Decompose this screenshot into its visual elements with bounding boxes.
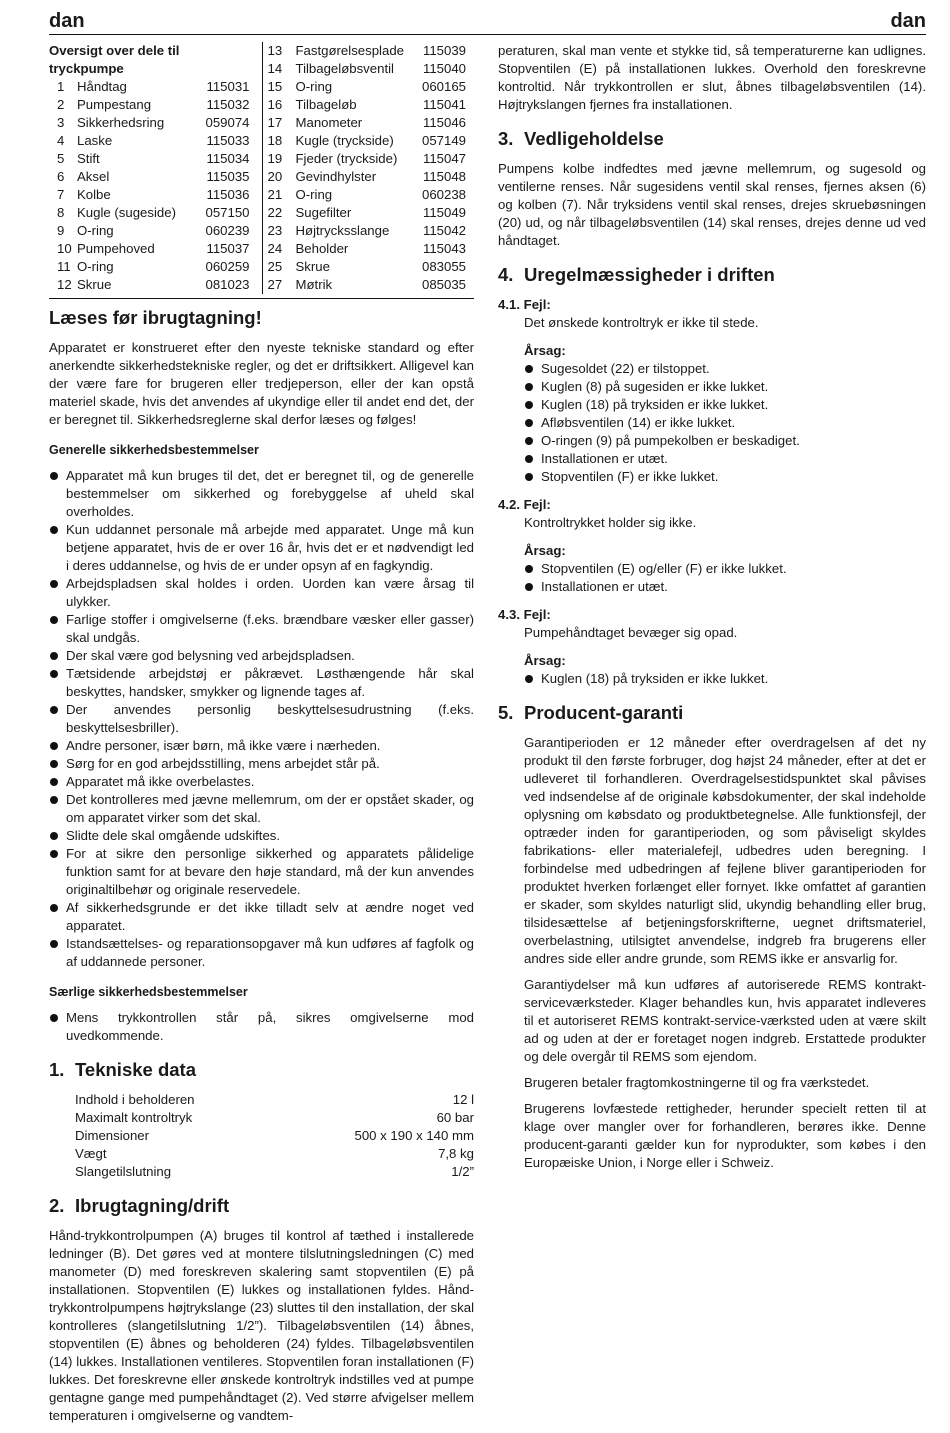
tech-row	[75, 1091, 474, 1109]
parts-row	[268, 186, 475, 204]
safety-rule: Kun uddannet personale må arbejde med apparatet. Unge må kun betjene apparatet, hvis de er over 16 år, hvis det er et nødvendigt led i deres uddannelse, og hvis de er under opsyn af en fagkyndig.	[49, 521, 474, 575]
section-title: Uregelmæssigheder i driften	[524, 264, 775, 285]
cause-item: Installationen er utæt.	[524, 578, 926, 596]
part-code: 085035	[421, 277, 466, 292]
tech-value: 12 l	[452, 1092, 474, 1107]
part-number: 24	[267, 241, 283, 256]
cause-item: O-ringen (9) på pumpekolben er beskadiget.	[524, 432, 926, 450]
fault-item	[498, 606, 926, 688]
tech-value: 500 x 190 x 140 mm	[354, 1128, 474, 1143]
part-number: 16	[267, 97, 283, 112]
cause-item: Stopventilen (F) er ikke lukket.	[524, 468, 926, 486]
part-code: 115042	[422, 223, 466, 238]
part-code: 115032	[206, 97, 250, 112]
parts-row	[268, 168, 475, 186]
parts-row	[49, 240, 256, 258]
operation-text-continued: peraturen, skal man vente et stykke tid, så temperaturerne kan udlignes. Stopventilen (E) på installationen lukkes. Overhold den foreskrevne kontroltid. Når trykkontrollen er slut, åbnes tilbageløbsventilen (14). Højtrykslangen fjernes fra installationen.	[498, 43, 926, 112]
language-code-right: dan	[890, 10, 926, 32]
intro-text: Apparatet er konstrueret efter den nyeste tekniske standard og efter anerkendte sikkerhedstekniske regler, og det er driftsikkert. Alligevel kan der være fare for brugeren eller tredjeperson, eller der kan opstå materiel skade, hvis det anvendes af ukyndige eller til andet end det, der er beregnet til. Sikkerhedsreglerne skal derfor læses og følges!	[49, 340, 474, 427]
guarantee-text	[498, 734, 926, 1172]
safety-rule: Det kontrolleres med jævne mellemrum, om der er opstået skader, og om apparatet virker som det skal.	[49, 791, 474, 827]
safety-rule: Istandsættelses- og reparationsopgaver må kun udføres af fagfolk og af uddannede personer.	[49, 935, 474, 971]
parts-row	[268, 222, 475, 240]
part-number: 5	[57, 151, 65, 166]
fault-description: Det ønskede kontroltryk er ikke til stede.	[524, 315, 759, 330]
tech-label: Maximalt kontroltryk	[75, 1110, 193, 1125]
safety-rule: For at sikre den personlige sikkerhed og apparatets pålidelige funktion samt for at bevare den høje standard, må der kun anvendes originaltilbehør og originale reservedele.	[49, 845, 474, 899]
part-name: Manometer	[295, 115, 363, 130]
part-code: 057150	[205, 205, 250, 220]
operation-heading	[49, 1195, 474, 1217]
part-name: Fastgørelsesplade	[295, 43, 404, 58]
parts-row	[268, 114, 475, 132]
part-code: 115033	[206, 133, 250, 148]
part-name: Kolbe	[77, 187, 111, 202]
part-name: Gevindhylster	[295, 169, 377, 184]
safety-rule: Der anvendes personlig beskyttelsesudrustning (f.eks. beskyttelsesbriller).	[49, 701, 474, 737]
part-name: Skrue	[77, 277, 112, 292]
part-number: 22	[267, 205, 283, 220]
maintenance-text: Pumpens kolbe indfedtes med jævne mellemrum, og sugesold og ventilerne renses. Når sugesidens ventil skal renses, fjernes aksen (6) og kolben (7). Når tryksidens ventil skal renses, drejes skruebøsningen (20) ud, og når tilbageløbsventilen (14) skal renses, drejes denne ud ved håndtaget.	[498, 161, 926, 248]
cause-list	[524, 560, 926, 596]
fault-body	[524, 514, 926, 596]
part-number: 23	[267, 223, 283, 238]
parts-row	[268, 132, 475, 150]
safety-rule: Tætsidende arbejdstøj er påkrævet. Løsthængende hår skal beskyttes, handsker, smykker og lignende tages af.	[49, 665, 474, 701]
cause-item: Stopventilen (E) og/eller (F) er ikke lukket.	[524, 560, 926, 578]
fault-label: 4.1. Fejl:	[498, 297, 551, 312]
part-name: Pumpehoved	[77, 241, 155, 256]
part-name: Pumpestang	[77, 97, 152, 112]
faults-heading	[498, 264, 926, 286]
parts-row	[49, 204, 256, 222]
part-name: Sugefilter	[295, 205, 352, 220]
parts-row	[49, 276, 256, 294]
part-code: 057149	[421, 133, 466, 148]
safety-rule: Apparatet må ikke overbelastes.	[49, 773, 474, 791]
part-code: 115047	[422, 151, 466, 166]
safety-rule: Apparatet må kun bruges til det, det er beregnet til, og de generelle bestemmelser om sikkerhed og forebyggelse af uheld skal overholdes.	[49, 467, 474, 521]
tech-heading	[49, 1059, 474, 1081]
part-number: 19	[267, 151, 283, 166]
part-number: 17	[267, 115, 283, 130]
parts-row	[49, 96, 256, 114]
fault-item	[498, 296, 926, 486]
tech-value: 1/2”	[451, 1164, 474, 1179]
page-header	[49, 8, 926, 35]
intro-heading: Læses før ibrugtagning!	[49, 307, 262, 328]
part-number: 7	[57, 187, 65, 202]
part-code: 060165	[421, 79, 466, 94]
cause-label: Årsag:	[524, 653, 566, 668]
guarantee-heading	[498, 702, 926, 724]
part-number: 12	[57, 277, 72, 292]
part-name: O-ring	[77, 259, 114, 274]
tech-label: Slangetilslutning	[75, 1164, 172, 1179]
part-number: 10	[57, 241, 72, 256]
guarantee-paragraph: Garantiperioden er 12 måneder efter overdragelsen af det ny produkt til den første forbruger, dog højst 24 måneder, efter at det er udleveret til forhandleren. Overdragelsestidspunktet skal påvises ved indsendelse af de originale købsdokumenter, der skal indeholde oplysning om købsdato og produktbetegnelse. Alle funktionsfejl, der optræder inden for garantiperioden, og som påviseligt skyldes fabrikations- eller materialefejl, udbedres uden beregning. I forbindelse med udbedringen af fejlene bliver garantiperioden for produktet hverken forlænget eller fornyet. Ikke omfattet af garantien er skader, som skyldes naturligt slid, ukyndig behandling eller brug, tilsidesættelse af betjeningsforskrifterne, uegnet driftsmateriel, overbelastning, utilsigtet anvendelse, indgreb fra brugerens eller andres side eller andre grunde, som REMS ikke er ansvarlig for.	[524, 735, 926, 966]
special-safety-list	[49, 1009, 474, 1045]
part-name: Tilbageløbsventil	[295, 61, 394, 76]
tech-label: Indhold i beholderen	[75, 1092, 195, 1107]
part-number: 3	[57, 115, 65, 130]
safety-rule: Andre personer, især børn, må ikke være i nærheden.	[49, 737, 474, 755]
part-code: 060238	[421, 187, 466, 202]
guarantee-paragraph: Brugeren betaler fragtomkostningerne til og fra værkstedet.	[524, 1075, 870, 1090]
parts-row	[49, 222, 256, 240]
cause-item: Afløbsventilen (14) er ikke lukket.	[524, 414, 926, 432]
tech-label: Dimensioner	[75, 1128, 150, 1143]
cause-list	[524, 360, 926, 486]
part-name: Aksel	[77, 169, 110, 184]
part-name: Kugle (sugeside)	[77, 205, 176, 220]
parts-row	[49, 114, 256, 132]
part-name: Håndtag	[77, 79, 127, 94]
part-number: 1	[57, 79, 65, 94]
tech-value: 60 bar	[436, 1110, 474, 1125]
section-number: 2.	[49, 1195, 65, 1216]
parts-row	[268, 60, 475, 78]
part-number: 6	[57, 169, 65, 184]
parts-row	[268, 258, 475, 276]
part-code: 060259	[205, 259, 250, 274]
part-name: Højtrycksslange	[295, 223, 390, 238]
tech-data-table	[75, 1091, 474, 1181]
tech-value: 7,8 kg	[438, 1146, 474, 1161]
tech-row	[75, 1127, 474, 1145]
cause-item: Sugesoldet (22) er tilstoppet.	[524, 360, 926, 378]
parts-row	[268, 204, 475, 222]
part-name: Kugle (tryckside)	[295, 133, 394, 148]
general-safety-heading: Generelle sikkerhedsbestemmelser	[49, 443, 259, 457]
section-title: Tekniske data	[75, 1059, 196, 1080]
part-number: 14	[267, 61, 283, 76]
cause-item: Kuglen (18) på tryksiden er ikke lukket.	[524, 396, 926, 414]
tech-row	[75, 1163, 474, 1181]
part-number: 15	[267, 79, 283, 94]
part-name: O-ring	[77, 223, 114, 238]
part-number: 21	[267, 187, 283, 202]
part-name: Tilbageløb	[295, 97, 357, 112]
part-code: 115034	[206, 151, 250, 166]
parts-row	[49, 258, 256, 276]
part-code: 115048	[422, 169, 466, 184]
part-name: Beholder	[295, 241, 349, 256]
tech-label: Vægt	[75, 1146, 107, 1161]
parts-row	[49, 132, 256, 150]
fault-label: 4.2. Fejl:	[498, 497, 551, 512]
parts-row	[268, 240, 475, 258]
part-name: Sikkerhedsring	[77, 115, 165, 130]
part-code: 115037	[206, 241, 250, 256]
parts-row	[49, 78, 256, 96]
safety-rule: Der skal være god belysning ved arbejdspladsen.	[49, 647, 474, 665]
section-title: Ibrugtagning/drift	[75, 1195, 230, 1216]
section-number: 1.	[49, 1059, 65, 1080]
part-code: 115036	[206, 187, 250, 202]
section-title: Producent-garanti	[524, 702, 684, 723]
part-code: 115035	[206, 169, 250, 184]
parts-row	[268, 276, 475, 294]
part-code: 115041	[422, 97, 466, 112]
part-code: 115043	[422, 241, 466, 256]
part-code: 115046	[422, 115, 466, 130]
part-code: 081023	[205, 277, 250, 292]
cause-list	[524, 670, 926, 688]
section-title: Vedligeholdelse	[524, 128, 664, 149]
operation-text: Hånd-trykkontrolpumpen (A) bruges til kontrol af tæthed i installerede ledninger (B). Det gøres ved at montere tilslutningsledningen (C) med manometer (D) med foreskreven skalering samt stopventilen (E) på installationen. Stopventilen (E) lukkes og installationen fyldes. Hånd-trykkontrolpumpens højtrykslange (23) sluttes til den installation, der skal kontrolleres (slangetilslutning 1/2”). Tilbageløbsventilen (14) åbnes, stopventilen (E) åbnes og beholderen (24) fyldes. Tilbageløbsventilen (14) lukkes. Installationen ventileres. Stopventilen foran installationen (F) lukkes. Det foreskrevne eller ønskede kontroltryk indstilles ved at pumpe gentagne gange med pumpehåndtaget (2). Ved større afvigelser mellem temperaturen i omgivelserne og vandtem-	[49, 1228, 474, 1423]
section-number: 5.	[498, 702, 514, 723]
parts-list-right	[263, 42, 475, 294]
part-name: O-ring	[295, 187, 333, 202]
part-name: Møtrik	[295, 277, 333, 292]
fault-body	[524, 624, 926, 688]
fault-description: Pumpehåndtaget bevæger sig opad.	[524, 625, 738, 640]
safety-rule: Sørg for en god arbejdsstilling, mens arbejdet står på.	[49, 755, 474, 773]
language-code-left: dan	[49, 10, 85, 32]
parts-row	[49, 168, 256, 186]
part-code: 115031	[206, 79, 250, 94]
parts-row	[268, 150, 475, 168]
part-name: Laske	[77, 133, 113, 148]
part-number: 13	[267, 43, 283, 58]
safety-rule: Arbejdspladsen skal holdes i orden. Uorden kan være årsag til ulykker.	[49, 575, 474, 611]
cause-item: Installationen er utæt.	[524, 450, 926, 468]
parts-row	[268, 78, 475, 96]
part-code: 060239	[205, 223, 250, 238]
part-number: 18	[267, 133, 283, 148]
maintenance-heading	[498, 128, 926, 150]
part-number: 9	[57, 223, 65, 238]
guarantee-paragraph: Garantiydelser må kun udføres af autoriserede REMS kontrakt-serviceværksteder. Klager behandles kun, hvis apparatet indleveres til et autoriseret REMS kontrakt-service-værksted uden at være skilt ad og uden at der er foretaget nogen indgreb. Erstattede produkter og dele overgår til REMS som ejendom.	[524, 977, 926, 1064]
parts-row	[49, 150, 256, 168]
cause-label: Årsag:	[524, 543, 566, 558]
part-number: 8	[57, 205, 65, 220]
special-safety-heading: Særlige sikkerhedsbestemmelser	[49, 985, 248, 999]
left-column	[49, 42, 474, 1433]
parts-row	[49, 186, 256, 204]
cause-item: Kuglen (18) på tryksiden er ikke lukket.	[524, 670, 926, 688]
parts-row	[268, 42, 475, 60]
parts-list	[49, 42, 474, 299]
part-number: 11	[57, 259, 71, 274]
right-column	[498, 42, 926, 1180]
part-code: 115040	[422, 61, 466, 76]
part-code: 115039	[422, 43, 466, 58]
fault-body	[524, 314, 926, 486]
fault-label: 4.3. Fejl:	[498, 607, 551, 622]
fault-item	[498, 496, 926, 596]
tech-row	[75, 1145, 474, 1163]
part-number: 2	[57, 97, 65, 112]
cause-label: Årsag:	[524, 343, 566, 358]
cause-item: Kuglen (8) på sugesiden er ikke lukket.	[524, 378, 926, 396]
safety-rule: Slidte dele skal omgående udskiftes.	[49, 827, 474, 845]
general-safety-list	[49, 467, 474, 971]
parts-row	[268, 96, 475, 114]
part-number: 4	[57, 133, 65, 148]
part-code: 115049	[422, 205, 466, 220]
parts-list-title: Oversigt over dele til tryckpumpe	[49, 43, 180, 76]
safety-rule: Af sikkerhedsgrunde er det ikke tilladt selv at ændre noget ved apparatet.	[49, 899, 474, 935]
part-code: 059074	[205, 115, 250, 130]
guarantee-paragraph: Brugerens lovfæstede rettigheder, herunder specielt retten til at klage over mangler over for forhandleren, berøres ikke. Denne producent-garanti gælder kun for nyprodukter, som købes i den Europæiske Union, i Norge eller i Schweiz.	[524, 1101, 926, 1170]
section-number: 4.	[498, 264, 514, 285]
faults-list	[498, 296, 926, 688]
part-name: Fjeder (tryckside)	[295, 151, 398, 166]
part-number: 25	[267, 259, 283, 274]
part-name: O-ring	[295, 79, 333, 94]
section-number: 3.	[498, 128, 514, 149]
parts-list-left	[49, 42, 263, 294]
tech-row	[75, 1109, 474, 1127]
part-name: Stift	[77, 151, 100, 166]
part-number: 27	[267, 277, 283, 292]
part-number: 20	[267, 169, 283, 184]
part-name: Skrue	[295, 259, 330, 274]
part-code: 083055	[421, 259, 466, 274]
fault-description: Kontroltrykket holder sig ikke.	[524, 515, 697, 530]
safety-rule: Mens trykkontrollen står på, sikres omgivelserne mod uvedkommende.	[49, 1009, 474, 1045]
safety-rule: Farlige stoffer i omgivelserne (f.eks. brændbare væsker eller gasser) skal undgås.	[49, 611, 474, 647]
